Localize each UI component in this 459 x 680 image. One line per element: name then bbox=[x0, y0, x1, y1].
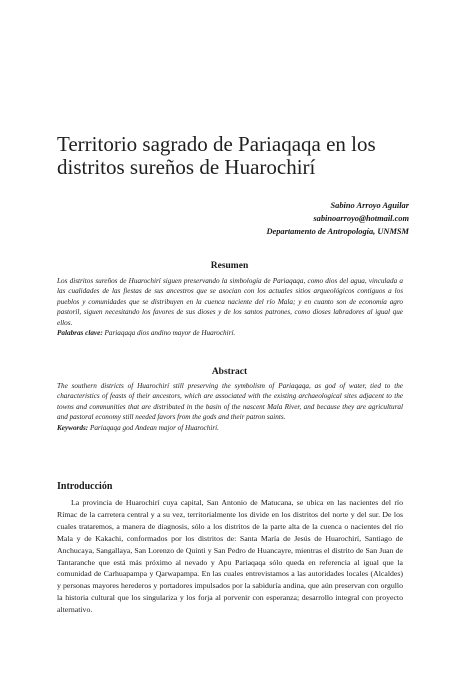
author-affiliation: Departamento de Antropología, UNMSM bbox=[266, 227, 409, 236]
abstract-text: The southern districts of Huarochirí still preserving the symbolism of Pariaqaqa, as god of water, tied to the characteristics of feasts of their ancestors, which are associated with the existing archaeological sites adjacent to the towns and communities that are distributed in the basin of the nascent Mala River, and because they are agricultural and pastoral economy still needed favors from the gods and their patron saints. bbox=[57, 382, 403, 422]
intro-block bbox=[57, 497, 403, 616]
abstract-keywords-label: Keywords: bbox=[57, 423, 89, 432]
resumen-keywords-value: Pariaqaqa dios andino mayor de Huarochirí. bbox=[104, 329, 236, 338]
abstract-heading: Abstract bbox=[211, 367, 248, 377]
abstract-block bbox=[57, 381, 403, 433]
intro-text: La provincia de Huarochirí cuya capital, San Antonio de Matucana, se ubica en las nacientes del río Rímac de la carretera central y a su vez, territorialmente los divide en los distritos del norte y del sur. De los cuales trataremos, a manera de diagnosis, sólo a los distritos de la parte alta de la cuenca o nacientes del río Mala y de Kakachi, conformados por los distritos de: Santa María de Jesús de Huarochirí, Santiago de Anchucaya, Sangallaya, San Lorenzo de Quinti y San Pedro de Huancayre, mientras el distrito de San Juan de Tantaranche que está más próximo al nevado y Apu Pariaqaqa sólo queda en referencia al igual que la comunidad de Carhuapampa y Qarwapampa. En las cuales entrevistamos a las autoridades locales (Alcaldes) y personas mayores herederos y portadores impulsados por la sabiduría andina, que aún preservan con orgullo la historia cultural que los singulariza y los forja al porvenir con esperanza; desarrollo integral con proyecto alternativo. bbox=[57, 498, 403, 615]
abstract-keywords bbox=[57, 423, 403, 433]
resumen-block bbox=[57, 276, 403, 338]
resumen-text: Los distritos sureños de Huarochirí siguen preservando la simbología de Pariaqaqa, como dios del agua, vinculada a las cualidades de las fiestas de sus ancestros que se asocian con los actuales sitios arqueológicos contiguos a los pueblos y comunidades que se distribuyen en la cuenca naciente del río Mala; y en cuanto son de economía agro pastoril, siguen necesitando los favores de sus dioses y de los santos patrones, como dioses labradores al igual que ellos. bbox=[57, 277, 403, 327]
author-email: sabinoarroyo@hotmail.com bbox=[313, 214, 409, 223]
resumen-keywords bbox=[57, 328, 403, 338]
paper-title: Territorio sagrado de Pariaqaqa en los distritos sureños de Huarochirí bbox=[57, 132, 376, 179]
abstract-keywords-value: Pariaqaqa god Andean major of Huarochirí. bbox=[89, 423, 219, 432]
resumen-keywords-label: Palabras clave: bbox=[57, 329, 103, 338]
author-name: Sabino Arroyo Aguilar bbox=[330, 201, 409, 210]
intro-heading: Introducción bbox=[57, 481, 113, 492]
resumen-heading: Resumen bbox=[210, 261, 249, 271]
